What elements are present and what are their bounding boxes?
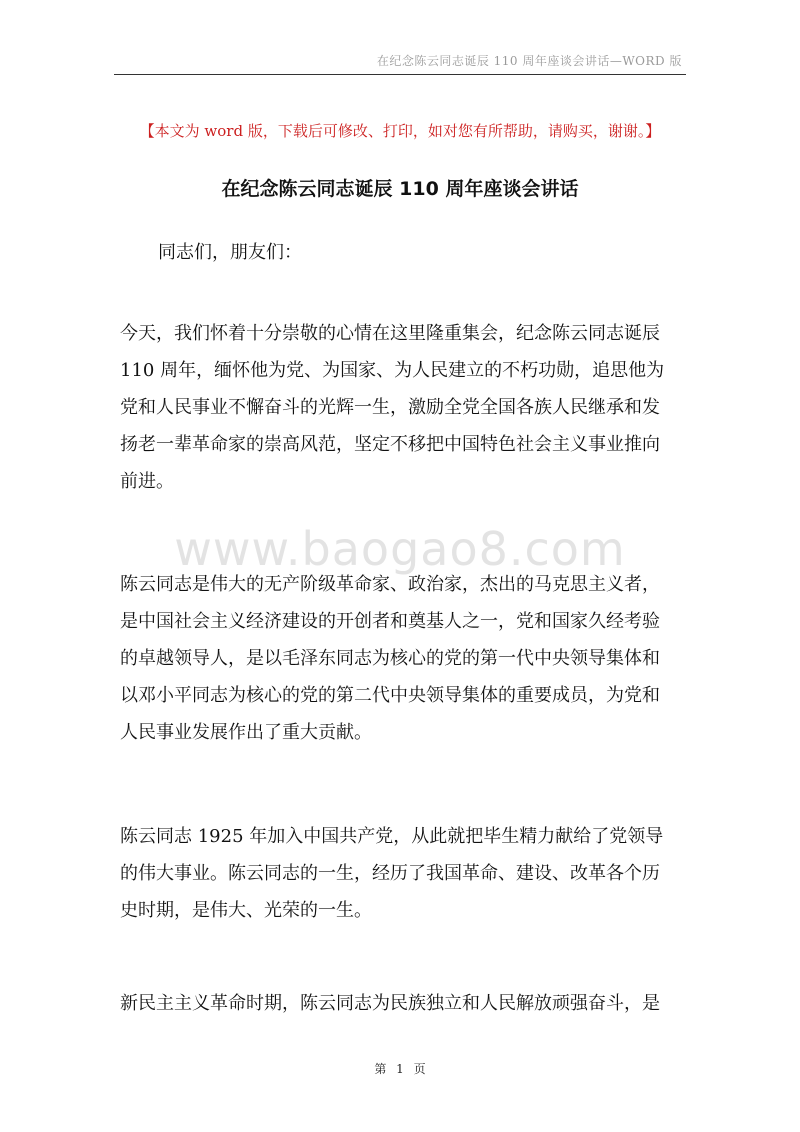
paragraph-line: 110 周年，缅怀他为党、为国家、为人民建立的不朽功勋，追思他为 [120,360,665,381]
paragraph-line: 今天，我们怀着十分崇敬的心情在这里隆重集会，纪念陈云同志诞辰 [120,323,660,344]
paragraph-3 [120,818,692,929]
paragraph-line: 以邓小平同志为核心的党的第二代中央领导集体的重要成员，为党和 [120,685,660,706]
paragraph-line: 扬老一辈革命家的崇高风范，坚定不移把中国特色社会主义事业推向 [120,434,660,455]
watermark: www.baogao8.com [174,522,626,576]
page-prefix: 第 [374,1062,387,1076]
paragraph-4 [120,985,692,1022]
paragraph-line: 的卓越领导人，是以毛泽东同志为核心的党的第一代中央领导集体和 [120,648,660,669]
page-number: 1 [396,1062,404,1076]
paragraph-line: 的伟大事业。陈云同志的一生，经历了我国革命、建设、改革各个历 [120,863,660,884]
running-header: 在纪念陈云同志诞辰 110 周年座谈会讲话—WORD 版 [376,54,682,68]
purchase-notice: 【本文为 word 版，下载后可修改、打印，如对您有所帮助，请购买，谢谢。】 [139,122,661,140]
paragraph-line: 史时期，是伟大、光荣的一生。 [120,900,372,921]
paragraph-line: 前进。 [120,471,174,492]
paragraph-line: 是中国社会主义经济建设的开创者和奠基人之一，党和国家久经考验 [120,611,660,632]
page-suffix: 页 [413,1062,426,1076]
paragraph-line: 陈云同志是伟大的无产阶级革命家、政治家，杰出的马克思主义者， [120,574,660,595]
paragraph-1 [120,315,692,500]
paragraph-2 [120,566,692,751]
paragraph-line: 新民主主义革命时期，陈云同志为民族独立和人民解放顽强奋斗，是 [120,993,660,1014]
paragraph-line: 党和人民事业不懈奋斗的光辉一生，激励全党全国各族人民继承和发 [120,397,660,418]
document-title: 在纪念陈云同志诞辰 110 周年座谈会讲话 [221,178,579,200]
paragraph-line: 人民事业发展作出了重大贡献。 [120,722,372,743]
header-rule [114,74,686,75]
page-footer [0,1060,800,1077]
paragraph-line: 陈云同志 1925 年加入中国共产党，从此就把毕生精力献给了党领导 [120,826,664,847]
greeting: 同志们，朋友们： [158,242,302,263]
